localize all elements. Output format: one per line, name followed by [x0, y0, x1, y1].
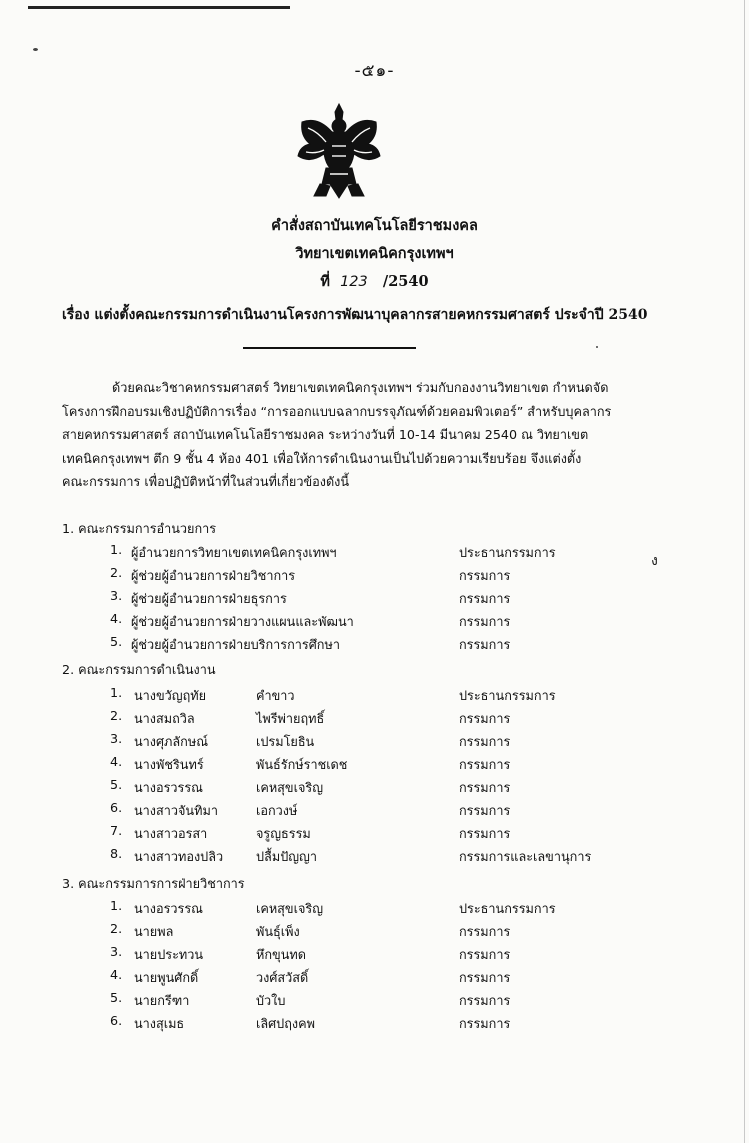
order-number: 123	[340, 274, 368, 290]
issuer-title: คำสั่งสถาบันเทคโนโลยีราชมงคล	[271, 217, 478, 234]
member-first-name: นายกรีฑา	[134, 993, 190, 1008]
paragraph-line: สายคหกรรมศาสตร์ สถาบันเทคโนโลยีราชมงคล ระหว่างวันที่ 10-14 มีนาคม 2540 ณ วิทยาเขต	[62, 427, 589, 442]
member-role: กรรมการ	[459, 614, 511, 629]
member-role: กรรมการ	[459, 757, 511, 772]
member-number: 4.	[110, 967, 123, 982]
member-role: ประธานกรรมการ	[459, 545, 556, 560]
member-role: กรรมการ	[459, 568, 511, 583]
intro-paragraph	[62, 376, 647, 494]
member-number: 2.	[110, 565, 123, 580]
member-last-name: เคหสุขเจริญ	[256, 901, 323, 916]
page-number: -๕๑-	[354, 61, 395, 81]
member-first-name: นางขวัญฤทัย	[134, 688, 207, 703]
member-number: 4.	[110, 611, 123, 626]
member-row	[0, 754, 749, 776]
member-number: 5.	[110, 777, 123, 792]
member-row	[0, 542, 749, 564]
member-position: ผู้ช่วยผู้อำนวยการฝ่ายวิชาการ	[131, 568, 296, 583]
member-row	[0, 800, 749, 822]
member-number: 2.	[110, 708, 123, 723]
scan-speck	[596, 346, 598, 348]
paragraph-line: เทคนิคกรุงเทพฯ ตึก 9 ชั้น 4 ห้อง 401 เพื่อให้การดำเนินงานเป็นไปด้วยความเรียบร้อย จึงแต่งตั้ง	[62, 450, 582, 466]
member-first-name: นายประทวน	[134, 947, 204, 962]
member-role: กรรมการ	[459, 826, 511, 841]
member-role: กรรมการ	[459, 1016, 511, 1031]
member-number: 3.	[110, 731, 123, 746]
member-role: ประธานกรรมการ	[459, 901, 556, 916]
campus-title: วิทยาเขตเทคนิคกรุงเทพฯ	[295, 245, 454, 262]
order-subject: เรื่อง แต่งตั้งคณะกรรมการดำเนินงานโครงการพัฒนาบุคลากรสายคหกรรมศาสตร์ ประจำปี 2540	[62, 307, 648, 323]
order-year: /2540	[382, 273, 429, 290]
member-last-name: ปลื้มปัญญา	[256, 849, 317, 864]
paragraph-line: ด้วยคณะวิชาคหกรรมศาสตร์ วิทยาเขตเทคนิคกรุงเทพฯ ร่วมกับกองงานวิทยาเขต กำหนดจัด	[112, 380, 609, 395]
member-row	[0, 921, 749, 943]
member-row	[0, 823, 749, 845]
member-row	[0, 777, 749, 799]
member-first-name: นายพล	[134, 924, 174, 939]
section-title-academic-committee: 3. คณะกรรมการการฝ่ายวิชาการ	[62, 876, 245, 891]
member-role: กรรมการ	[459, 970, 511, 985]
scan-speck	[33, 48, 38, 51]
member-last-name: พันธ์รักษ์ราชเดช	[256, 757, 348, 772]
member-role: กรรมการ	[459, 924, 511, 939]
paragraph-line: โครงการฝึกอบรมเชิงปฏิบัติการเรื่อง “การออกแบบฉลากบรรจุภัณฑ์ด้วยคอมพิวเตอร์” สำหรับบุคลากร	[62, 403, 612, 419]
member-row	[0, 967, 749, 989]
member-number: 7.	[110, 823, 123, 838]
member-last-name: คำขาว	[256, 688, 295, 703]
member-number: 5.	[110, 990, 123, 1005]
member-row	[0, 944, 749, 966]
member-row	[0, 990, 749, 1012]
member-position: ผู้ช่วยผู้อำนวยการฝ่ายธุรการ	[131, 591, 287, 606]
member-first-name: นางสมถวิล	[134, 711, 195, 726]
member-last-name: ไพรีพ่ายฤทธิ์	[256, 711, 325, 726]
member-last-name: บัวใบ	[256, 993, 286, 1008]
member-role: ประธานกรรมการ	[459, 688, 556, 703]
member-row	[0, 1013, 749, 1035]
member-number: 2.	[110, 921, 123, 936]
order-number-prefix: ที่	[320, 273, 330, 290]
member-last-name: จรูญธรรม	[256, 826, 311, 841]
member-number: 8.	[110, 846, 123, 861]
member-last-name: วงศ์สวัสดิ์	[256, 970, 309, 985]
garuda-emblem	[296, 102, 382, 200]
member-number: 3.	[110, 944, 123, 959]
member-row	[0, 731, 749, 753]
member-number: 6.	[110, 800, 123, 815]
member-role: กรรมการ	[459, 947, 511, 962]
member-role: กรรมการและเลขานุการ	[459, 849, 592, 864]
margin-annotation: ง	[651, 553, 658, 569]
member-number: 3.	[110, 588, 123, 603]
member-number: 1.	[110, 898, 123, 913]
member-role: กรรมการ	[459, 711, 511, 726]
section-title-executive-committee: 1. คณะกรรมการอำนวยการ	[62, 521, 217, 536]
member-number: 6.	[110, 1013, 123, 1028]
member-first-name: นางสาวอรสา	[134, 826, 208, 841]
member-last-name: พันธุ์เพ็ง	[256, 924, 300, 939]
scan-border-line	[28, 6, 290, 9]
member-row	[0, 708, 749, 730]
member-number: 1.	[110, 542, 123, 557]
member-row	[0, 685, 749, 707]
member-role: กรรมการ	[459, 803, 511, 818]
subject-divider	[243, 347, 416, 349]
member-last-name: หึกขุนทด	[256, 947, 306, 962]
member-role: กรรมการ	[459, 637, 511, 652]
member-last-name: เคหสุขเจริญ	[256, 780, 323, 795]
order-number-line	[0, 270, 749, 293]
member-first-name: นางพัชรินทร์	[134, 757, 204, 772]
member-first-name: นางอรวรรณ	[134, 780, 203, 795]
member-row	[0, 898, 749, 920]
member-first-name: นางศุภลักษณ์	[134, 734, 209, 749]
member-last-name: เลิศปฤงคพ	[256, 1016, 315, 1031]
member-last-name: เปรมโยธิน	[256, 734, 315, 749]
member-number: 5.	[110, 634, 123, 649]
member-role: กรรมการ	[459, 591, 511, 606]
member-number: 4.	[110, 754, 123, 769]
member-first-name: นายพูนศักดิ์	[134, 970, 199, 985]
member-first-name: นางอรวรรณ	[134, 901, 203, 916]
member-first-name: นางสุเมธ	[134, 1016, 185, 1031]
member-row	[0, 588, 749, 610]
member-role: กรรมการ	[459, 734, 511, 749]
member-row	[0, 611, 749, 633]
member-row	[0, 634, 749, 656]
member-position: ผู้ช่วยผู้อำนวยการฝ่ายวางแผนและพัฒนา	[131, 614, 354, 629]
member-first-name: นางสาวจันทิมา	[134, 803, 218, 818]
member-role: กรรมการ	[459, 993, 511, 1008]
member-number: 1.	[110, 685, 123, 700]
paragraph-line: คณะกรรมการ เพื่อปฏิบัติหน้าที่ในส่วนที่เกี่ยวข้องดังนี้	[62, 474, 350, 489]
member-position: ผู้ช่วยผู้อำนวยการฝ่ายบริการการศึกษา	[131, 637, 340, 652]
member-row	[0, 565, 749, 587]
member-position: ผู้อำนวยการวิทยาเขตเทคนิคกรุงเทพฯ	[131, 545, 337, 560]
member-last-name: เอกวงษ์	[256, 803, 298, 818]
section-title-operations-committee: 2. คณะกรรมการดำเนินงาน	[62, 662, 216, 677]
member-role: กรรมการ	[459, 780, 511, 795]
member-row	[0, 846, 749, 868]
member-first-name: นางสาวทองปลิว	[134, 849, 224, 864]
